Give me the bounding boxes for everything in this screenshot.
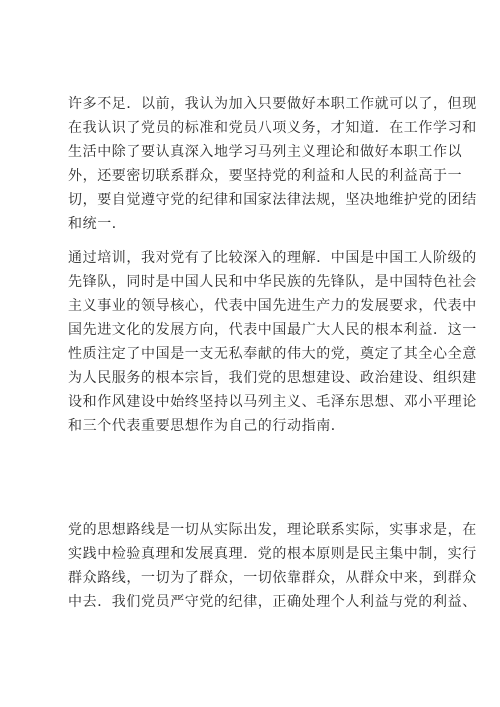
text-line: 和三个代表重要思想作为自己的行动指南． [68, 418, 346, 434]
text-line: 主义事业的领导核心，代表中国先进生产力的发展要求，代表中 [68, 298, 477, 314]
text-line: 中去．我们党员严守党的纪律，正确处理个人利益与党的利益、 [68, 594, 477, 610]
text-line: 群众路线，一切为了群众，一切依靠群众，从群众中来，到群众 [68, 570, 477, 586]
text-line: 许多不足．以前，我认为加入只要做好本职工作就可以了，但现 [68, 96, 477, 112]
text-line: 和统一． [68, 216, 127, 232]
text-line: 生活中除了要认真深入地学习马列主义理论和做好本职工作以 [68, 144, 463, 160]
text-line: 党的思想路线是一切从实际出发，理论联系实际，实事求是，在 [68, 522, 477, 538]
text-line: 外，还要密切联系群众，要坚持党的利益和人民的利益高于一 [68, 168, 463, 184]
text-line: 设和作风建设中始终坚持以马列主义、毛泽东思想、邓小平理论 [68, 394, 477, 410]
text-line: 先锋队，同时是中国人民和中华民族的先锋队，是中国特色社会 [68, 274, 477, 290]
text-line: 实践中检验真理和发展真理．党的根本原则是民主集中制，实行 [68, 546, 477, 562]
text-line: 为人民服务的根本宗旨，我们党的思想建设、政治建设、组织建 [68, 370, 477, 386]
paragraph-3 [68, 518, 477, 614]
text-line: 性质注定了中国是一支无私奉献的伟大的党，奠定了其全心全意 [68, 346, 477, 362]
text-line: 国先进文化的发展方向，代表中国最广大人民的根本利益．这一 [68, 322, 477, 338]
text-line: 在我认识了党员的标准和党员八项义务，才知道．在工作学习和 [68, 120, 477, 136]
paragraph-2 [68, 246, 477, 438]
text-line: 切，要自觉遵守党的纪律和国家法律法规，坚决地维护党的团结 [68, 192, 477, 208]
text-line: 通过培训，我对党有了比较深入的理解．中国是中国工人阶级的 [68, 250, 477, 266]
paragraph-1 [68, 92, 477, 236]
